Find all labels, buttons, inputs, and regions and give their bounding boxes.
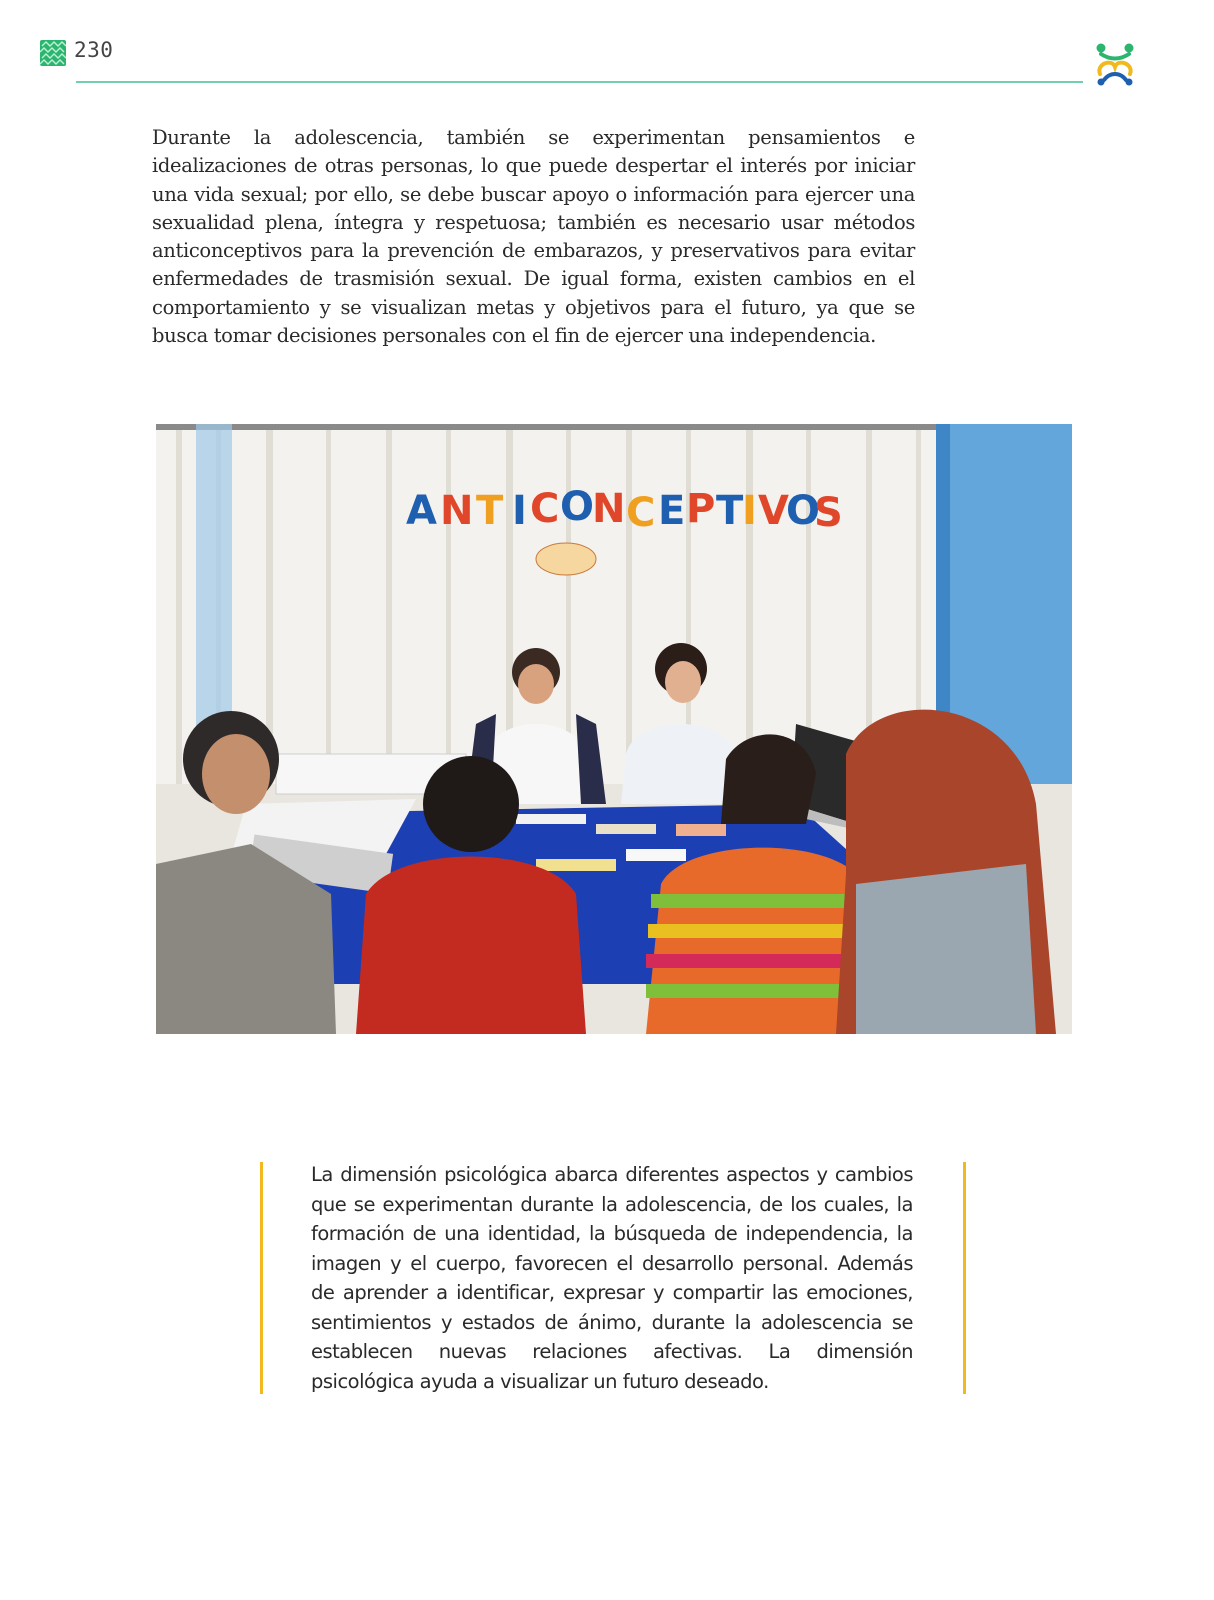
callout-text: La dimensión psicológica abarca diferentes aspectos y cambios que se experimentan durante la adolescencia, de los cuales, la formación de una identidad, la búsqueda de independencia, la imagen y el cuerpo, favorecen el desarrollo personal. Además de aprender a identificar, expresar y compartir las emociones, sentimientos y estados de ánimo, durante la adolescencia se establecen nuevas relaciones afectivas. La dimensión psicológica ayuda a visualizar un futuro deseado.: [311, 1163, 913, 1393]
banner-letter: N: [440, 488, 474, 534]
banner-letter: O: [786, 488, 821, 534]
page-number: 230: [74, 38, 114, 62]
classroom-photo: [156, 424, 1072, 1034]
banner-letter: T: [476, 488, 504, 534]
banner-letter: P: [686, 486, 716, 532]
banner-letter: A: [406, 488, 437, 534]
callout-bar-right: [963, 1162, 966, 1394]
banner-letter: E: [658, 488, 686, 534]
banner-letter: S: [814, 490, 843, 536]
people-circle-logo: [1092, 40, 1138, 86]
header-divider: [76, 81, 1083, 83]
banner-letter: I: [742, 488, 757, 534]
banner-letter: V: [758, 488, 789, 534]
banner-letter: O: [560, 484, 595, 530]
patterned-square-icon: [40, 40, 66, 66]
body-paragraph: Durante la adolescencia, también se experimentan pensamientos e idealizaciones de otras personas, lo que puede despertar el interés por iniciar una vida sexual; por ello, se debe buscar apoyo o información para ejercer una sexualidad plena, íntegra y respetuosa; también es necesario usar métodos anticonceptivos para la prevención de embarazos, y preservativos para evitar enfermedades de trasmisión sexual. De igual forma, existen cambios en el comportamiento y se visualizan metas y objetivos para el futuro, ya que se busca tomar decisiones personales con el fin de ejercer una independencia.: [152, 126, 915, 348]
banner-letter: C: [530, 486, 560, 532]
banner-letter: N: [592, 486, 626, 532]
banner-letter: T: [716, 488, 744, 534]
callout-bar-left: [260, 1162, 263, 1394]
banner-letter: I: [512, 488, 527, 534]
banner-letter: C: [626, 490, 656, 536]
